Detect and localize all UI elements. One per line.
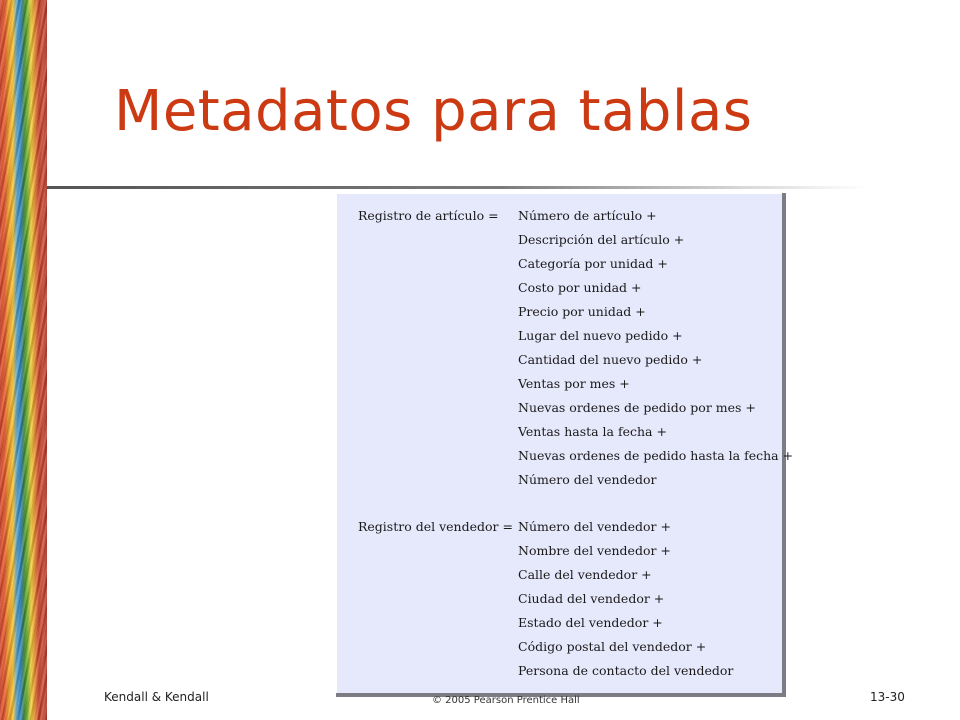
field-text: Nuevas ordenes de pedido hasta la fecha + [518, 448, 794, 463]
field-text: Nombre del vendedor + [518, 543, 671, 558]
footer-copyright: © 2005 Pearson Prentice Hall [432, 695, 580, 706]
figure-row [336, 252, 782, 276]
figure-row [336, 515, 782, 539]
field-text: Costo por unidad + [518, 280, 642, 295]
field-text: Cantidad del nuevo pedido + [518, 352, 703, 367]
figure-row [336, 396, 782, 420]
figure-row [336, 324, 782, 348]
field-text: Nuevas ordenes de pedido por mes + [518, 400, 756, 415]
field-text: Ventas hasta la fecha + [518, 424, 667, 439]
field-text: Ciudad del vendedor + [518, 591, 665, 606]
figure-row [336, 276, 782, 300]
title-divider [47, 186, 867, 189]
figure-row [336, 420, 782, 444]
field-text: Calle del vendedor + [518, 567, 652, 582]
field-text: Categoría por unidad + [518, 256, 668, 271]
footer-page-number: 13-30 [870, 690, 905, 704]
figure-row [336, 300, 782, 324]
figure-row [336, 587, 782, 611]
figure-row [336, 372, 782, 396]
figure-row [336, 348, 782, 372]
field-text: Código postal del vendedor + [518, 639, 707, 654]
figure-row [336, 563, 782, 587]
figure-row [336, 444, 794, 468]
field-text: Descripción del artículo + [518, 232, 685, 247]
figure-row [336, 228, 782, 252]
field-text: Persona de contacto del vendedor [518, 663, 734, 678]
field-text: Lugar del nuevo pedido + [518, 328, 683, 343]
field-text: Precio por unidad + [518, 304, 646, 319]
figure-row [336, 635, 782, 659]
footer-author: Kendall & Kendall [104, 690, 209, 704]
decorative-woven-strip [0, 0, 47, 720]
field-text: Estado del vendedor + [518, 615, 663, 630]
slide-title: Metadatos para tablas [114, 79, 753, 144]
figure-row [336, 659, 782, 683]
figure-row [336, 539, 782, 563]
field-text: Ventas por mes + [518, 376, 630, 391]
field-text: Número del vendedor + [518, 519, 671, 534]
field-text: Número de artículo + [518, 208, 657, 223]
figure-row [336, 611, 782, 635]
figure-row [336, 204, 782, 228]
metadata-figure [336, 193, 794, 697]
field-text: Número del vendedor [518, 472, 657, 487]
record-label: Registro de artículo = [358, 208, 499, 223]
figure-row [336, 468, 782, 492]
record-label: Registro del vendedor = [358, 519, 513, 534]
